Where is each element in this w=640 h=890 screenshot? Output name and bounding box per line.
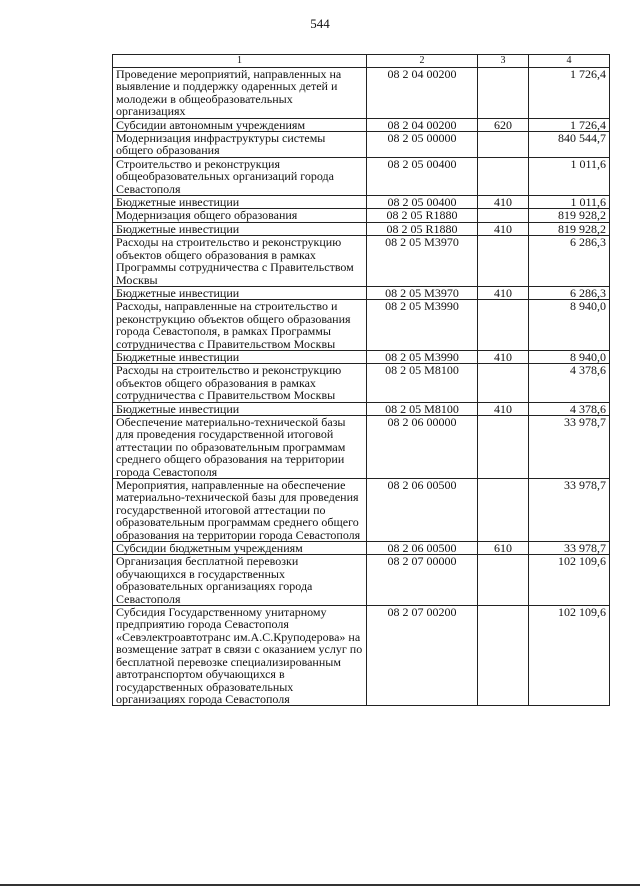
table-row xyxy=(113,402,610,415)
row-code-cell: 08 2 05 M3970 xyxy=(367,286,478,299)
table-header xyxy=(113,55,610,68)
table-body xyxy=(113,68,610,706)
row-name-cell: Строительство и реконструкция общеобразовательных организаций города Севастополя xyxy=(113,157,367,195)
row-type-cell: 410 xyxy=(478,222,529,235)
table-row xyxy=(113,542,610,555)
row-sum-cell: 6 286,3 xyxy=(529,236,610,287)
row-code-cell: 08 2 04 00200 xyxy=(367,68,478,119)
table-row xyxy=(113,132,610,158)
row-type-cell: 410 xyxy=(478,286,529,299)
row-sum-cell: 33 978,7 xyxy=(529,542,610,555)
table-row xyxy=(113,222,610,235)
row-name-cell: Мероприятия, направленные на обеспечение материально-технической базы для проведения государственной итоговой аттестации по образовательным программам среднего общего образования на территории города Севастополя xyxy=(113,479,367,542)
row-type-cell xyxy=(478,157,529,195)
row-sum-cell: 1 011,6 xyxy=(529,157,610,195)
row-code-cell: 08 2 06 00500 xyxy=(367,479,478,542)
table-row xyxy=(113,236,610,287)
row-code-cell: 08 2 05 00000 xyxy=(367,132,478,158)
row-name-cell: Обеспечение материально-технической базы для проведения государственной итоговой аттестации по образовательным программам среднего общего образования на территории города Севастополя xyxy=(113,415,367,478)
table-row xyxy=(113,196,610,209)
row-name-cell: Субсидия Государственному унитарному предприятию города Севастополя «Севэлектроавтотранс им.А.С.Круподерова» на возмещение затрат в связи с оказанием услуг по бесплатной перевозке специализированным автотранспортом обучающихся в государственных образовательных организациях города Севастополя xyxy=(113,606,367,706)
table-row xyxy=(113,300,610,351)
row-code-cell: 08 2 05 M8100 xyxy=(367,364,478,402)
table-row xyxy=(113,350,610,363)
row-type-cell xyxy=(478,300,529,351)
page-number: 544 xyxy=(310,16,330,31)
row-type-cell xyxy=(478,132,529,158)
row-type-cell: 620 xyxy=(478,118,529,131)
row-code-cell: 08 2 06 00500 xyxy=(367,542,478,555)
table-row xyxy=(113,157,610,195)
row-sum-cell: 6 286,3 xyxy=(529,286,610,299)
table-row xyxy=(113,364,610,402)
row-name-cell: Бюджетные инвестиции xyxy=(113,196,367,209)
row-sum-cell: 33 978,7 xyxy=(529,479,610,542)
bottom-rule xyxy=(0,884,640,886)
row-sum-cell: 819 928,2 xyxy=(529,209,610,222)
row-type-cell: 410 xyxy=(478,350,529,363)
row-sum-cell: 1 726,4 xyxy=(529,68,610,119)
row-name-cell: Бюджетные инвестиции xyxy=(113,350,367,363)
row-code-cell: 08 2 07 00200 xyxy=(367,606,478,706)
row-code-cell: 08 2 05 00400 xyxy=(367,196,478,209)
row-type-cell: 410 xyxy=(478,196,529,209)
row-name-cell: Расходы, направленные на строительство и реконструкцию объектов общего образования города Севастополя, в рамках Программы сотрудничества с Правительством Москвы xyxy=(113,300,367,351)
table-row xyxy=(113,68,610,119)
column-header-1: 1 xyxy=(113,55,367,68)
row-type-cell xyxy=(478,364,529,402)
row-name-cell: Бюджетные инвестиции xyxy=(113,402,367,415)
table-row xyxy=(113,118,610,131)
row-type-cell xyxy=(478,209,529,222)
row-sum-cell: 840 544,7 xyxy=(529,132,610,158)
row-type-cell xyxy=(478,68,529,119)
row-type-cell xyxy=(478,606,529,706)
row-name-cell: Субсидии автономным учреждениям xyxy=(113,118,367,131)
row-sum-cell: 8 940,0 xyxy=(529,300,610,351)
row-type-cell: 610 xyxy=(478,542,529,555)
row-code-cell: 08 2 05 R1880 xyxy=(367,222,478,235)
row-name-cell: Бюджетные инвестиции xyxy=(113,222,367,235)
row-code-cell: 08 2 04 00200 xyxy=(367,118,478,131)
column-header-3: 3 xyxy=(478,55,529,68)
row-name-cell: Организация бесплатной перевозки обучающихся в государственных образовательных организациях города Севастополя xyxy=(113,555,367,606)
table-row xyxy=(113,286,610,299)
row-name-cell: Проведение мероприятий, направленных на выявление и поддержку одаренных детей и молодежи в общеобразовательных организациях xyxy=(113,68,367,119)
row-type-cell xyxy=(478,479,529,542)
row-code-cell: 08 2 05 M8100 xyxy=(367,402,478,415)
row-name-cell: Модернизация общего образования xyxy=(113,209,367,222)
row-sum-cell: 33 978,7 xyxy=(529,415,610,478)
row-code-cell: 08 2 05 M3990 xyxy=(367,300,478,351)
row-sum-cell: 819 928,2 xyxy=(529,222,610,235)
row-sum-cell: 8 940,0 xyxy=(529,350,610,363)
row-code-cell: 08 2 05 M3990 xyxy=(367,350,478,363)
row-sum-cell: 4 378,6 xyxy=(529,364,610,402)
row-code-cell: 08 2 06 00000 xyxy=(367,415,478,478)
column-header-4: 4 xyxy=(529,55,610,68)
table-row xyxy=(113,555,610,606)
row-name-cell: Субсидии бюджетным учреждениям xyxy=(113,542,367,555)
row-sum-cell: 1 011,6 xyxy=(529,196,610,209)
table-row xyxy=(113,415,610,478)
table-row xyxy=(113,209,610,222)
row-type-cell xyxy=(478,415,529,478)
row-sum-cell: 102 109,6 xyxy=(529,555,610,606)
row-code-cell: 08 2 05 R1880 xyxy=(367,209,478,222)
row-type-cell xyxy=(478,236,529,287)
row-code-cell: 08 2 07 00000 xyxy=(367,555,478,606)
row-name-cell: Бюджетные инвестиции xyxy=(113,286,367,299)
header-row xyxy=(113,55,610,68)
row-name-cell: Расходы на строительство и реконструкцию объектов общего образования в рамках сотрудничества с Правительством Москвы xyxy=(113,364,367,402)
table-row xyxy=(113,479,610,542)
row-type-cell xyxy=(478,555,529,606)
row-sum-cell: 1 726,4 xyxy=(529,118,610,131)
budget-table xyxy=(112,54,610,706)
row-sum-cell: 4 378,6 xyxy=(529,402,610,415)
row-sum-cell: 102 109,6 xyxy=(529,606,610,706)
table-row xyxy=(113,606,610,706)
row-type-cell: 410 xyxy=(478,402,529,415)
row-code-cell: 08 2 05 M3970 xyxy=(367,236,478,287)
column-header-2: 2 xyxy=(367,55,478,68)
row-name-cell: Модернизация инфраструктуры системы общего образования xyxy=(113,132,367,158)
row-name-cell: Расходы на строительство и реконструкцию объектов общего образования в рамках Программы сотрудничества с Правительством Москвы xyxy=(113,236,367,287)
row-code-cell: 08 2 05 00400 xyxy=(367,157,478,195)
